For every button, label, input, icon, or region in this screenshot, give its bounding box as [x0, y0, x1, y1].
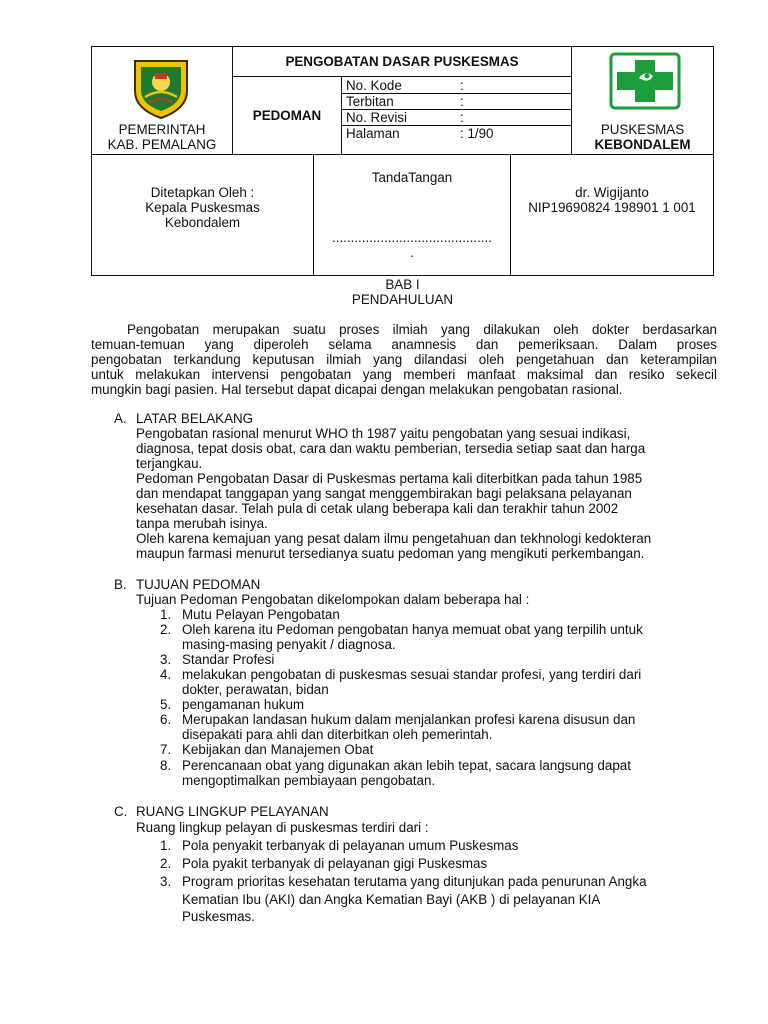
list-item-text: Kematian Ibu (AKI) dan Angka Kematian Bayi (AKB ) di pelayanan KIA [182, 891, 601, 907]
list-item [182, 742, 722, 757]
meta-label: Terbitan [346, 94, 394, 109]
section-a-line: Oleh karena kemajuan yang pesat dalam ilmu pengetahuan dan tekhnologi kedokteran [136, 531, 652, 546]
meta-value: : 1/90 [460, 126, 494, 141]
list-item-text: Pola pyakit terbanyak di pelayanan gigi Puskesmas [182, 856, 488, 871]
intro-line: mungkin bagi pasien. Hal tersebut dapat dicapai dengan melakukan pengobatan rasional. [91, 382, 623, 397]
document-title: PENGOBATAN DASAR PUSKESMAS [285, 54, 519, 69]
meta-label: No. Revisi [346, 110, 408, 125]
list-item-text: mengoptimalkan pembiayaan pengobatan. [182, 773, 436, 788]
list-item-text: melakukan pengobatan di puskesmas sesuai standar profesi, yang terdiri dari [182, 667, 642, 682]
list-number: 8. [160, 758, 172, 773]
list-item [182, 622, 722, 652]
list-number: 6. [160, 712, 172, 727]
meta-row-terbitan [346, 94, 571, 110]
list-number: 2. [160, 856, 172, 871]
section-a-line: Pedoman Pengobatan Dasar di Puskesmas pertama kali diterbitkan pada tahun 1985 [136, 471, 643, 486]
section-b-heading: TUJUAN PEDOMAN [136, 577, 261, 592]
section-a-heading: LATAR BELAKANG [136, 411, 254, 426]
approval-label-1: Ditetapkan Oleh : [150, 185, 255, 200]
section-c-heading: RUANG LINGKUP PELAYANAN [136, 804, 329, 819]
list-item-text: Merupakan landasan hukum dalam menjalankan profesi karena disusun dan [182, 712, 636, 727]
list-number: 4. [160, 667, 172, 682]
intro-paragraph [91, 322, 717, 397]
list-item [182, 652, 722, 667]
section-a-line: Pengobatan rasional menurut WHO th 1987 yaitu pengobatan yang sesuai indikasi, [136, 426, 631, 441]
section-a-line: diagnosa, tepat dosis obat, cara dan waktu pemberian, tersedia setiap saat dan harga [136, 441, 646, 456]
list-item-text: dokter, perawatan, bidan [182, 682, 329, 697]
section-c-letter: C. [114, 804, 128, 819]
section-a-body [136, 426, 721, 561]
right-org-line-1: PUSKESMAS [600, 122, 685, 137]
intro-line: temuan-temuan yang diperoleh selama anamnesis dan pemeriksaan. Dalam proses [91, 337, 717, 352]
list-item [182, 758, 722, 788]
list-item [182, 837, 722, 855]
list-item-text: Mutu Pelayan Pengobatan [182, 607, 340, 622]
meta-row-revisi [346, 110, 571, 126]
list-item-text: Standar Profesi [182, 652, 275, 667]
section-a-line: dan mendapat tanggapan yang sangat menggembirakan bagi pelaksana pelayanan [136, 486, 632, 501]
list-item [182, 873, 722, 926]
signature-label: TandaTangan [371, 170, 453, 185]
meta-value: : [460, 94, 464, 109]
signer-nip: NIP19690824 198901 1 001 [528, 200, 696, 215]
list-item-text: Perencanaan obat yang digunakan akan lebih tepat, sacara langsung dapat [182, 758, 631, 773]
meta-label: Halaman [346, 126, 400, 141]
pemalang-seal-icon [131, 57, 191, 121]
intro-line: untuk melakukan intervensi pengobatan yang memberi manfaat maksimal dan resiko sekecil [91, 367, 717, 382]
list-number: 3. [160, 652, 172, 667]
list-item-text: Oleh karena itu Pedoman pengobatan hanya memuat obat yang terpilih untuk [182, 622, 643, 637]
signature-line: ........................................... [332, 230, 492, 245]
list-item-text: Program prioritas kesehatan terutama yang ditunjukan pada penurunan Angka [182, 874, 647, 889]
list-item [182, 697, 722, 712]
meta-value: : [460, 110, 464, 125]
approval-label-3: Kebondalem [164, 215, 241, 230]
meta-row-kode [346, 78, 571, 94]
list-number: 1. [160, 838, 172, 853]
list-item [182, 855, 722, 873]
list-item [182, 607, 722, 622]
section-a-line: terjangkau. [136, 456, 203, 471]
document-type: PEDOMAN [252, 108, 322, 123]
puskesmas-cross-icon [609, 52, 681, 110]
chapter-title: PENDAHULUAN [351, 292, 454, 307]
intro-line: pengobatan terkandung keputusan ilmiah yang dilandasi oleh pengetahuan dan keterampilan [91, 352, 717, 367]
list-item-text: masing-masing penyakit / diagnosa. [182, 637, 396, 652]
section-a-line: tanpa merubah isinya. [136, 516, 268, 531]
intro-line: Pengobatan merupakan suatu proses ilmiah yang dilakukan oleh dokter berdasarkan [127, 322, 717, 337]
list-item-text: Kebijakan dan Manajemen Obat [182, 742, 374, 757]
meta-label: No. Kode [346, 78, 402, 93]
section-a-letter: A. [114, 411, 127, 426]
left-org-line-1: PEMERINTAH [118, 122, 206, 137]
list-item-text: disepakati para ahli dan diterbitkan oleh pemerintah. [182, 727, 493, 742]
list-item [182, 667, 722, 697]
list-item-text: Pola penyakit terbanyak di pelayanan umum Puskesmas [182, 838, 519, 853]
signature-dot: . [410, 245, 414, 260]
meta-row-halaman [346, 126, 571, 142]
list-number: 5. [160, 697, 172, 712]
section-a-line: maupun farmasi menurut tersedianya suatu pedoman yang mengikuti perkembangan. [136, 546, 645, 561]
chapter-number: BAB I [385, 277, 420, 292]
meta-value: : [460, 78, 464, 93]
list-number: 7. [160, 742, 172, 757]
section-a-line: kesehatan dasar. Telah pula di cetak ulang beberapa kali dan terakhir tahun 2002 [136, 501, 619, 516]
section-b-intro: Tujuan Pedoman Pengobatan dikelompokan dalam beberapa hal : [136, 592, 530, 607]
section-c-intro: Ruang lingkup pelayan di puskesmas terdiri dari : [136, 820, 429, 835]
list-item [182, 712, 722, 742]
list-item-text: Puskesmas. [182, 909, 255, 924]
list-number: 1. [160, 607, 172, 622]
left-org-line-2: KAB. PEMALANG [107, 137, 217, 152]
list-number: 3. [160, 874, 172, 889]
list-item-text: pengamanan hukum [182, 697, 305, 712]
list-number: 2. [160, 622, 172, 637]
signer-name: dr. Wigijanto [575, 185, 649, 200]
right-org-line-2: KEBONDALEM [594, 137, 691, 152]
approval-label-2: Kepala Puskesmas [145, 200, 260, 215]
section-b-letter: B. [114, 577, 127, 592]
